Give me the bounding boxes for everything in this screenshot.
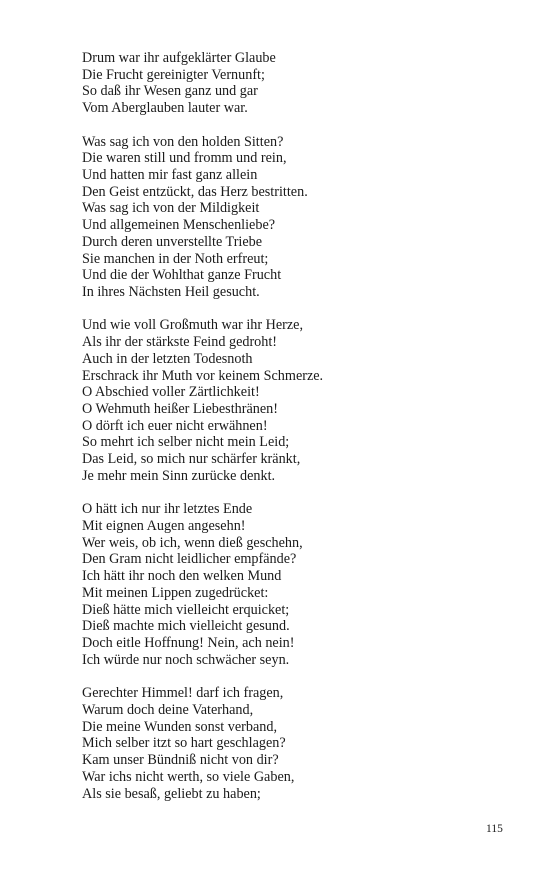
verse-line: Die meine Wunden sonst verband, (82, 718, 277, 735)
verse-line: Die Frucht gereinigter Vernunft; (82, 66, 265, 83)
verse-line: Auch in der letzten Todesnoth (82, 350, 253, 367)
verse-line: Und hatten mir fast ganz allein (82, 167, 258, 183)
verse-line: Mit eignen Augen angesehn! (82, 518, 246, 535)
verse-line: Was sag ich von der Mildigkeit (82, 200, 260, 217)
verse-line: So daß ihr Wesen ganz und gar (82, 83, 258, 100)
verse-line: Ich hätt ihr noch den welken Mund (82, 568, 282, 585)
verse-line: Und wie voll Großmuth war ihr Herze, (82, 317, 304, 334)
verse-line: Als ihr der stärkste Feind gedroht! (82, 334, 278, 351)
verse-line: Und allgemeinen Menschenliebe? (82, 217, 276, 234)
stanza-1 (82, 50, 522, 117)
verse-line: Den Gram nicht leidlicher empfände? (82, 551, 297, 568)
stanza-3 (82, 317, 522, 484)
verse-line: Kam unser Bündniß nicht von dir? (82, 752, 279, 769)
verse-line: Mit meinen Lippen zugedrücket: (82, 584, 269, 601)
verse-line: Dieß machte mich vielleicht gesund. (82, 618, 290, 635)
verse-line: O Wehmuth heißer Liebesthränen! (82, 401, 278, 418)
verse-line: Drum war ihr aufgeklärter Glaube (82, 50, 276, 66)
stanza-5 (82, 685, 522, 802)
verse-line: Den Geist entzückt, das Herz bestritten. (82, 183, 308, 200)
verse-line: In ihres Nächsten Heil gesucht. (82, 284, 260, 301)
verse-line: O dörft ich euer nicht erwähnen! (82, 417, 268, 434)
verse-line: So mehrt ich selber nicht mein Leid; (82, 434, 290, 451)
verse-line: Wer weis, ob ich, wenn dieß geschehn, (82, 534, 303, 551)
verse-line: Dieß hätte mich vielleicht erquicket; (82, 601, 290, 618)
verse-line: Das Leid, so mich nur schärfer kränkt, (82, 451, 301, 468)
verse-line: Als sie besaß, geliebt zu haben; (82, 785, 261, 802)
verse-line: Und die der Wohlthat ganze Frucht (82, 267, 282, 284)
verse-line: Sie manchen in der Noth erfreut; (82, 250, 269, 267)
verse-line: Doch eitle Hoffnung! Nein, ach nein! (82, 635, 295, 652)
verse-line: Erschrack ihr Muth vor keinem Schmerze. (82, 367, 324, 384)
verse-line: War ichs nicht werth, so viele Gaben, (82, 768, 295, 785)
verse-line: Durch deren unverstellte Triebe (82, 233, 263, 250)
verse-line: Gerechter Himmel! darf ich fragen, (82, 685, 284, 702)
verse-line: O hätt ich nur ihr letztes Ende (82, 501, 253, 518)
verse-line: Ich würde nur noch schwächer seyn. (82, 651, 290, 668)
verse-line: O Abschied voller Zärtlichkeit! (82, 384, 260, 401)
verse-line: Mich selber itzt so hart geschlagen? (82, 735, 286, 752)
page-number: 115 (486, 823, 503, 835)
verse-line: Warum doch deine Vaterhand, (82, 701, 254, 718)
verse-line: Vom Aberglauben lauter war. (82, 100, 248, 117)
verse-line: Je mehr mein Sinn zurücke denkt. (82, 467, 276, 484)
stanza-4 (82, 501, 522, 668)
poem-body (82, 50, 522, 819)
stanza-2 (82, 134, 522, 301)
verse-line: Die waren still und fromm und rein, (82, 150, 287, 167)
verse-line: Was sag ich von den holden Sitten? (82, 133, 284, 150)
